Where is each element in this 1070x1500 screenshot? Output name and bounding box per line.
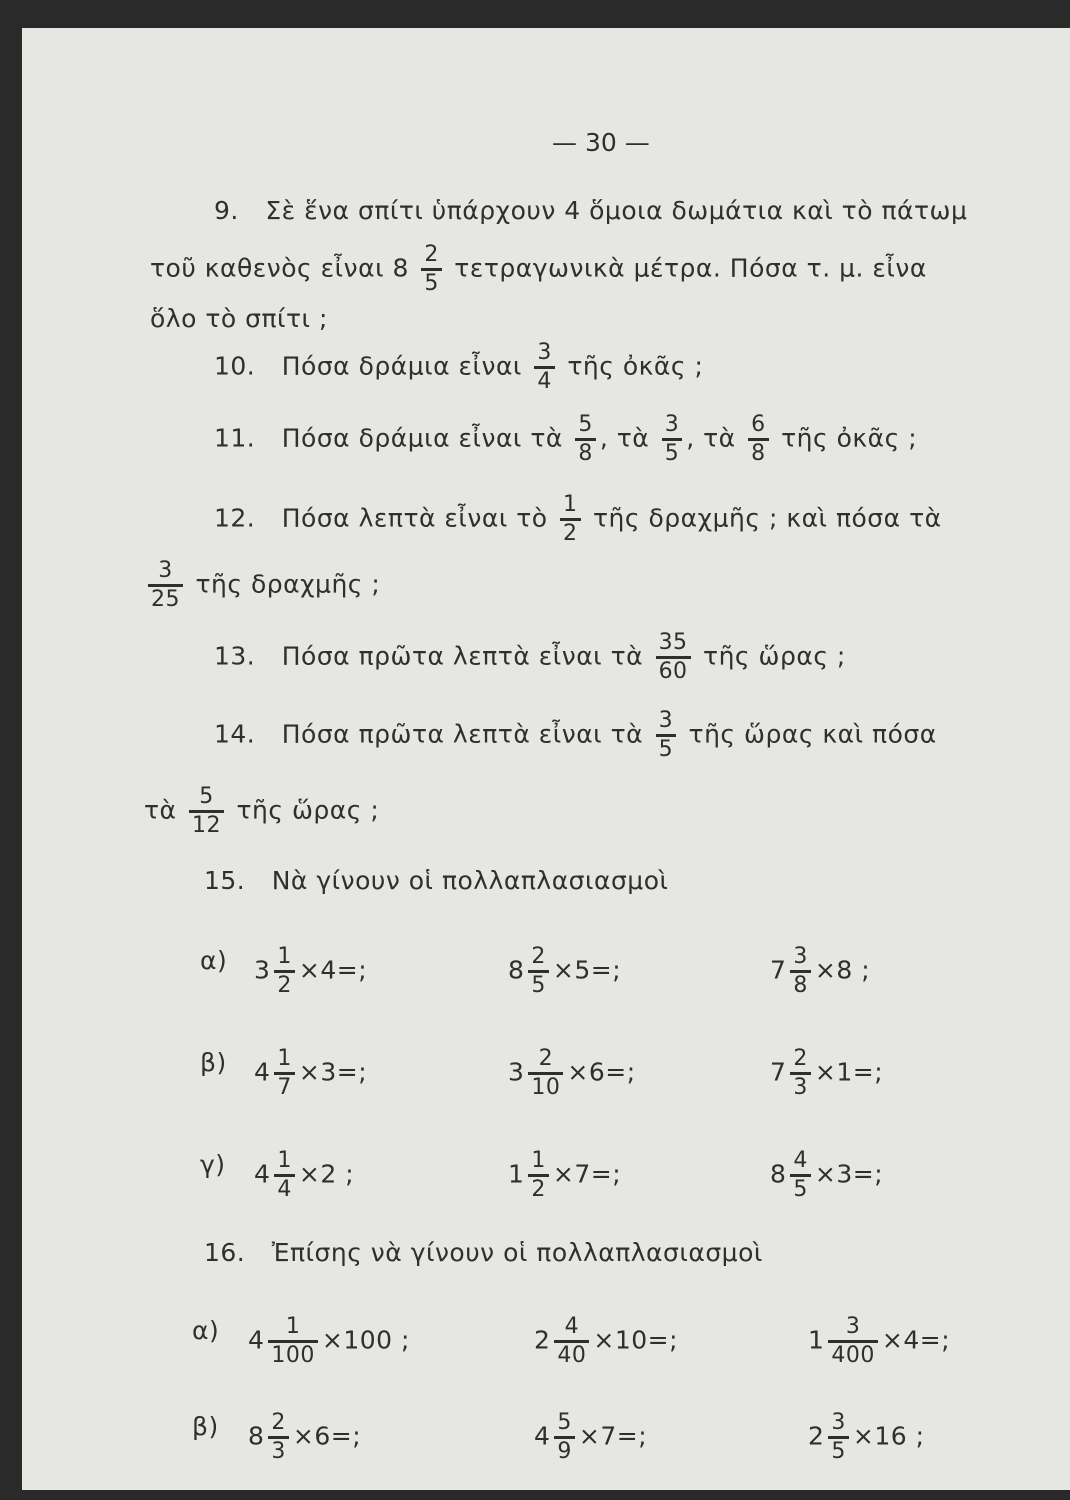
problem-number: 13. [214,641,256,671]
article: τὰ [703,423,736,453]
fraction: $\frac{2}{3}$ [268,1412,289,1463]
fraction: $\frac{5}{8}$ [575,414,596,465]
fraction: $\frac{1}{2}$ [274,946,295,997]
whole-number: 4 [534,1421,551,1451]
problem-text: τῆς ὀκᾶς ; [781,423,918,453]
whole-number: 1 [508,1159,525,1189]
problem-9-line-1 [214,196,967,225]
whole-number: 2 [534,1325,551,1355]
multiplication-exercise [508,1150,621,1201]
comma: , [686,423,695,453]
multiplication-exercise [808,1412,925,1463]
fraction: $\frac{3}{25}$ [148,560,183,611]
operation: ×10=; [593,1325,679,1355]
operation: ×6=; [292,1421,362,1451]
operation: ×100 ; [321,1325,410,1355]
problem-12-line-2 [144,560,380,611]
fraction: $\frac{3}{8}$ [790,946,811,997]
multiplication-exercise [508,1048,636,1099]
problem-16-title [204,1238,763,1267]
operation: ×1=; [814,1057,884,1087]
operation: ×8 ; [814,955,871,985]
fraction: $\frac{2}{10}$ [528,1048,563,1099]
multiplication-exercise [534,1412,647,1463]
comma: , [599,423,609,453]
whole-number: 7 [770,955,787,985]
fraction: $\frac{4}{5}$ [790,1150,811,1201]
exercise-row-label: β) [192,1412,219,1441]
multiplication-exercise [508,946,621,997]
problem-number: 15. [204,866,246,895]
problem-number: 16. [204,1238,246,1267]
multiplication-exercise [770,946,870,997]
operation: ×3=; [298,1057,368,1087]
operation: ×4=; [298,955,368,985]
problem-text: τῆς δραχμῆς ; [195,569,381,599]
whole-number: 4 [254,1057,271,1087]
problem-number: 11. [214,423,256,453]
operation: ×7=; [552,1159,622,1189]
whole-number: 2 [808,1421,825,1451]
multiplication-exercise [254,946,367,997]
multiplication-exercise [248,1316,410,1367]
multiplication-exercise [770,1048,883,1099]
operation: ×16 ; [852,1421,925,1451]
problem-number: 10. [214,351,256,381]
multiplication-exercise [248,1412,361,1463]
multiplication-exercise [534,1316,678,1367]
operation: ×2 ; [298,1159,355,1189]
whole-number: 8 [770,1159,787,1189]
fraction: $\frac{1}{2}$ [528,1150,549,1201]
problem-text: τοῦ καθενὸς εἶναι 8 [150,253,409,283]
problem-text: τῆς ὥρας ; [703,641,846,671]
fraction: $\frac{1}{2}$ [560,494,581,545]
article: τὰ [144,795,177,825]
problem-14-line-2 [144,786,379,837]
problem-text: τῆς δραχμῆς ; καὶ πόσα τὰ [593,503,942,533]
fraction: $\frac{6}{8}$ [748,414,769,465]
whole-number: 8 [248,1421,265,1451]
problem-text: Πόσα πρῶτα λεπτὰ εἶναι τὰ [281,719,644,749]
fraction: $\frac{3}{5}$ [662,414,683,465]
multiplication-exercise [254,1150,354,1201]
operation: ×4=; [881,1325,951,1355]
whole-number: 3 [508,1057,525,1087]
problem-text: Πόσα δράμια εἶναι τὰ [281,423,563,453]
problem-number: 14. [214,719,256,749]
fraction: $\frac{2}{5}$ [528,946,549,997]
problem-11 [214,414,917,465]
fraction: $\frac{3}{4}$ [534,342,555,393]
whole-number: 8 [508,955,525,985]
problem-12-line-1 [214,494,942,545]
problem-text: Ἐπίσης νὰ γίνουν οἱ πολλαπλασιασμοὶ [271,1238,763,1267]
fraction: $\frac{1}{7}$ [274,1048,295,1099]
fraction: $\frac{2}{3}$ [790,1048,811,1099]
problem-14-line-1 [214,710,937,761]
problem-text: Σὲ ἕνα σπίτι ὑπάρχουν 4 ὅμοια δωμάτια καὶ τὸ πάτωμ [265,196,968,225]
problem-text: Νὰ γίνουν οἱ πολλαπλασιασμοὶ [271,866,669,895]
book-page [22,28,1070,1490]
article: τὰ [616,423,650,453]
fraction: $\frac{35}{60}$ [656,632,691,683]
problem-text: τῆς ὥρας καὶ πόσα [688,719,937,749]
exercise-row-label: γ) [200,1150,226,1179]
problem-9-line-3: ὅλο τὸ σπίτι ; [150,304,328,333]
operation: ×5=; [552,955,622,985]
fraction: $\frac{2}{5}$ [421,244,442,295]
exercise-row-label: α) [200,946,228,975]
fraction: $\frac{3}{400}$ [828,1316,878,1367]
problem-text: Πόσα πρῶτα λεπτὰ εἶναι τὰ [281,641,644,671]
problem-text: Πόσα δράμια εἶναι [281,351,522,381]
fraction: $\frac{4}{40}$ [554,1316,589,1367]
operation: ×6=; [567,1057,636,1087]
problem-10 [214,342,703,393]
fraction: $\frac{3}{5}$ [828,1412,849,1463]
whole-number: 3 [254,955,271,985]
multiplication-exercise [254,1048,367,1099]
fraction: $\frac{5}{12}$ [189,786,224,837]
page-number: — 30 — [552,128,650,157]
problem-text: τῆς ὥρας ; [236,795,380,825]
fraction: $\frac{5}{9}$ [554,1412,575,1463]
problem-text: τῆς ὀκᾶς ; [567,351,704,381]
fraction: $\frac{3}{5}$ [656,710,677,761]
problem-text: τετραγωνικὰ μέτρα. Πόσα τ. μ. εἶνα [454,253,927,283]
exercise-row-label: β) [200,1048,227,1077]
whole-number: 4 [254,1159,271,1189]
operation: ×7=; [578,1421,648,1451]
whole-number: 7 [770,1057,787,1087]
problem-number: 9. [214,196,239,225]
multiplication-exercise [808,1316,950,1367]
problem-9-line-2 [150,244,927,295]
fraction: $\frac{1}{4}$ [274,1150,295,1201]
problem-15-title [204,866,668,895]
problem-13 [214,632,846,683]
problem-number: 12. [214,503,256,533]
whole-number: 4 [248,1325,265,1355]
operation: ×3=; [814,1159,884,1189]
problem-text: Πόσα λεπτὰ εἶναι τὸ [281,503,548,533]
exercise-row-label: α) [192,1316,220,1345]
multiplication-exercise [770,1150,883,1201]
fraction: $\frac{1}{100}$ [268,1316,318,1367]
whole-number: 1 [808,1325,825,1355]
